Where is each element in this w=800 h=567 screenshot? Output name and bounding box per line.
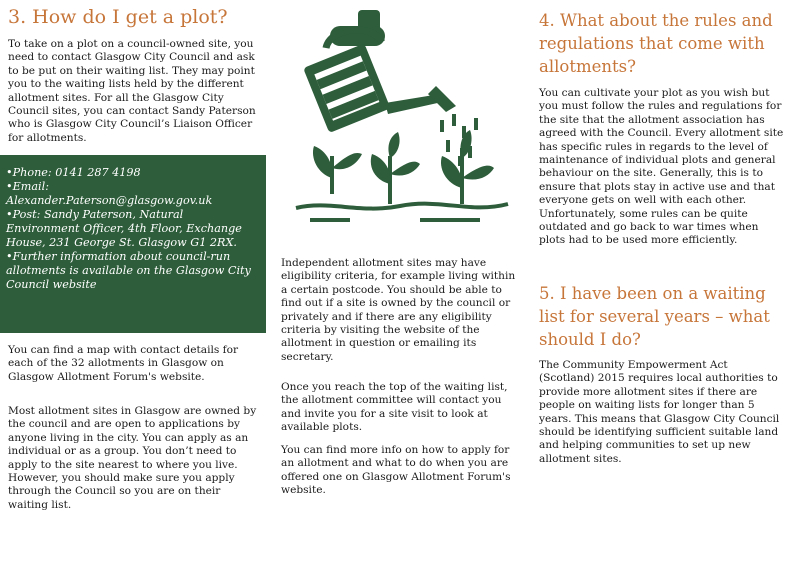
section-3-heading: 3. How do I get a plot? [8, 6, 228, 28]
section-4-heading: 4. What about the rules and regulations that come with allotments? [539, 11, 773, 76]
map-text: You can find a map with contact details for each of the 32 allotments in Glasgow on Glasgow Allotment Forum's website. [8, 344, 239, 383]
contact-panel [0, 155, 266, 333]
sites-text: Most allotment sites in Glasgow are owned by the council and are open to applications by anyone living in the city. You can apply as an individual or as a group. You don’t need to apply to the site nearest to where you live. However, you should make sure you apply through the Council so you are on their waiting list. [8, 405, 257, 511]
section-5-heading: 5. I have been on a waiting list for several years – what should I do? [539, 284, 770, 349]
waiting-list-top-text: Once you reach the top of the waiting list, the allotment committee will contact you and invite you for a site visit to look at available plots. [281, 381, 508, 434]
contact-post: •Post: Sandy Paterson, Natural Environment Officer, 4th Floor, Exchange House, 231 George St. Glasgow G1 2RX. [6, 208, 242, 249]
section-4-body: You can cultivate your plot as you wish but you must follow the rules and regulations for the site that the allotment association has agreed with the Council. Every allotment site has specific rules in regards to the level of maintenance of individual plots and general behaviour on the site. Generally, this is to ensure that plots stay in active use and that everyone gets on well with each other. Unfortunately, some rules can be quite outdated and go back to war times when plots had to be used more efficiently. [539, 87, 784, 247]
watering-can-plants-icon [290, 8, 515, 230]
independent-sites-text: Independent allotment sites may have eligibility criteria, for example living within a certain postcode. You should be able to find out if a site is owned by the council or privately and if there are any eligibility criteria by visiting the website of the allotment in question or emailing its secretary. [281, 257, 516, 363]
section-5-body: The Community Empowerment Act (Scotland) 2015 requires local authorities to provide more allotment sites if there are people on waiting lists for longer than 5 years. This means that Glasgow City Council should be identifying sufficient suitable land and helping communities to set up new allotment sites. [539, 359, 780, 465]
contact-email-label: •Email: [6, 180, 49, 193]
contact-further-info-link[interactable]: •Further information about council-run allotments is available on the Glasgow City Council website [6, 250, 251, 291]
more-info-text: You can find more info on how to apply for an allotment and what to do when you are offered one on Glasgow Allotment Forum's website. [281, 444, 511, 497]
contact-phone: •Phone: 0141 287 4198 [6, 166, 141, 179]
contact-email[interactable]: Alexander.Paterson@glasgow.gov.uk [6, 194, 213, 207]
section-3-intro: To take on a plot on a council-owned site, you need to contact Glasgow City Council and ask to be put on their waiting list. They may point you to the waiting lists held by the different allotment sites. For all the Glasgow City Council sites, you can contact Sandy Paterson who is Glasgow City Council’s Liaison Officer for allotments. [8, 38, 256, 144]
